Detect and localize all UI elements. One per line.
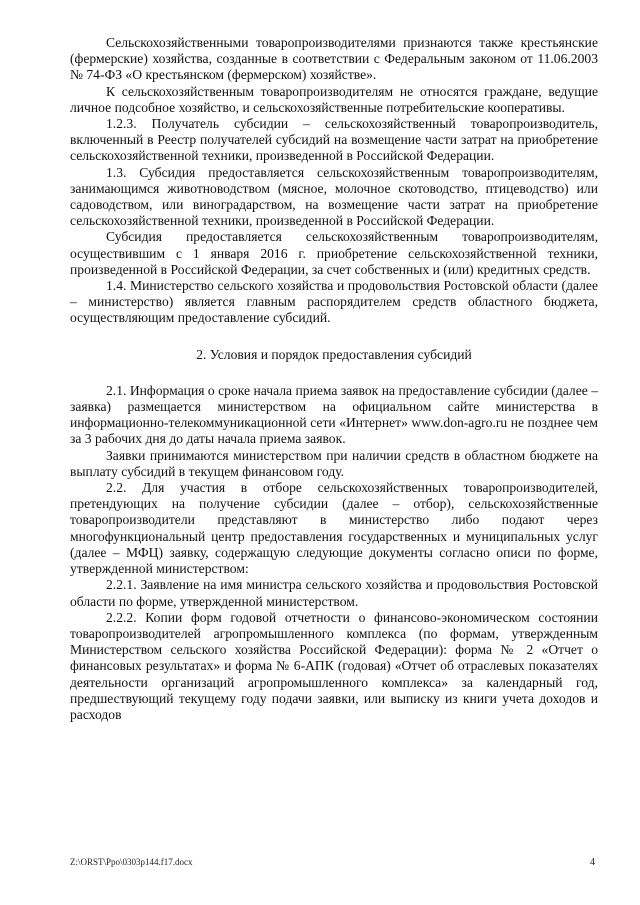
footer-file-path: Z:\ORST\Ppo\0303p144.f17.docx [70,857,193,867]
page-number: 4 [590,857,595,868]
section-heading: 2. Условия и порядок предоставления субсидий [196,346,472,362]
paragraph: 1.2.3. Получатель субсидии – сельскохозяйственный товаропроизводитель, включенный в Реестр получателей субсидий на возмещение части затрат на приобретение сельскохозяйственной техники, произведенной в Российской Федерации. [70,116,598,164]
paragraph: 1.3. Субсидия предоставляется сельскохозяйственным товаропроизводителям, занимающимся животноводством (мясное, молочное скотоводство, птицеводство) или садоводством, или виноградарством, на возмещение части затрат на приобретение сельскохозяйственной техники, произведенной в Российской Федерации. [70,164,598,229]
paragraph: 2.2. Для участия в отборе сельскохозяйственных товаропроизводителей, претендующих на получение субсидии (далее – отбор), сельскохозяйственные товаропроизводители представляют в министерство либо подают через многофункциональный центр предоставления государственных и муниципальных услуг (далее – МФЦ) заявку, содержащую следующие документы согласно описи по форме, утвержденной министерством: [70,480,598,577]
paragraph: 2.1. Информация о сроке начала приема заявок на предоставление субсидии (далее – заявка) размещается министерством на официальном сайте министерства в информационно-телекоммуникационной сети «Интернет» www.don-agro.ru не позднее чем за 3 рабочих дня до даты начала приема заявок. [70,382,598,447]
paragraph: К сельскохозяйственным товаропроизводителям не относятся граждане, ведущие личное подсобное хозяйство, и сельскохозяйственные потребительские кооперативы. [70,83,598,115]
paragraph: 2.2.2. Копии форм годовой отчетности о финансово-экономическом состоянии товаропроизводителей агропромышленного комплекса (по формам, утвержденным Министерством сельского хозяйства Российской Федерации): форма № 2 «Отчет о финансовых результатах» и форма № 6-АПК (годовая) «Отчет об отраслевых показателях деятельности организаций агропромышленного комплекса» за календарный год, предшествующий текущему году подачи заявки, или выписку из книги учета доходов и расходов [70,609,598,722]
document-body [70,35,598,723]
paragraph: 1.4. Министерство сельского хозяйства и продовольствия Ростовской области (далее – министерство) является главным распорядителем средств областного бюджета, осуществляющим предоставление субсидий. [70,278,598,326]
paragraph: Заявки принимаются министерством при наличии средств в областном бюджете на выплату субсидий в текущем финансовом году. [70,447,598,479]
paragraph: 2.2.1. Заявление на имя министра сельского хозяйства и продовольствия Ростовской области по форме, утвержденной министерством. [70,577,598,609]
paragraph: Сельскохозяйственными товаропроизводителями признаются также крестьянские (фермерские) хозяйства, созданные в соответствии с Федеральным законом от 11.06.2003 № 74-ФЗ «О крестьянском (фермерском) хозяйстве». [70,35,598,83]
paragraph: Субсидия предоставляется сельскохозяйственным товаропроизводителям, осуществившим с 1 января 2016 г. приобретение сельскохозяйственной техники, произведенной в Российской Федерации, за счет собственных и (или) кредитных средств. [70,229,598,277]
